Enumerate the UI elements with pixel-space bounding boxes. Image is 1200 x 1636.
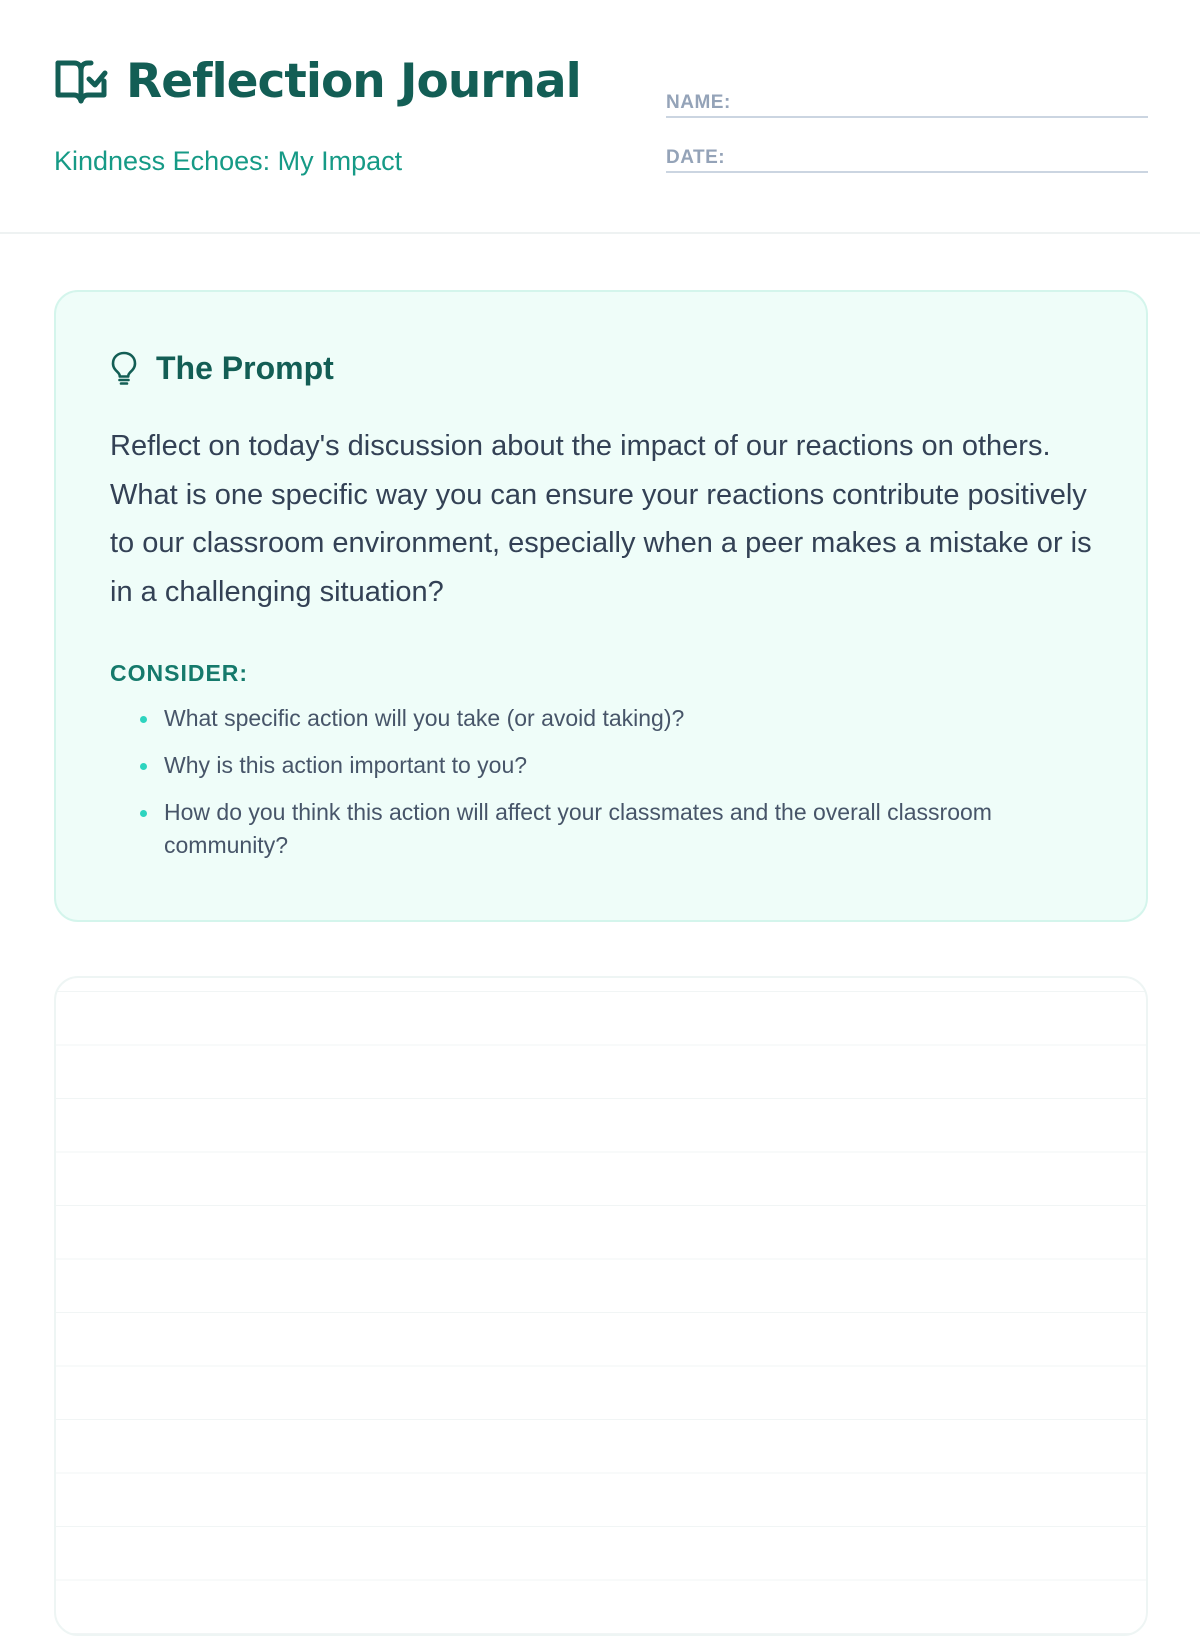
consider-item: How do you think this action will affect your classmates and the overall classroom community? (110, 796, 1100, 862)
date-label: DATE: (666, 147, 726, 168)
name-field[interactable] (666, 90, 1148, 118)
writing-area[interactable] (54, 976, 1148, 1636)
prompt-body: Reflect on today's discussion about the impact of our reactions on others. What is one specific way you can ensure your reactions contribute positively to our classroom environment, especially when a peer makes a mistake or is in a challenging situation? (110, 430, 1092, 608)
name-label: NAME: (666, 92, 731, 113)
date-field[interactable] (666, 145, 1148, 173)
lightbulb-icon (110, 351, 138, 385)
page-title: Reflection Journal (126, 54, 581, 109)
title-row (54, 52, 581, 112)
consider-item: What specific action will you take (or avoid taking)? (110, 702, 1100, 735)
prompt-heading (110, 348, 334, 388)
consider-label: CONSIDER: (110, 660, 249, 686)
consider-item: Why is this action important to you? (110, 749, 1100, 782)
page-subtitle: Kindness Echoes: My Impact (54, 146, 403, 176)
journal-header (0, 0, 1200, 234)
book-check-icon (54, 57, 108, 107)
consider-list (110, 702, 1100, 876)
prompt-card (54, 290, 1148, 922)
prompt-heading-text: The Prompt (156, 350, 334, 386)
